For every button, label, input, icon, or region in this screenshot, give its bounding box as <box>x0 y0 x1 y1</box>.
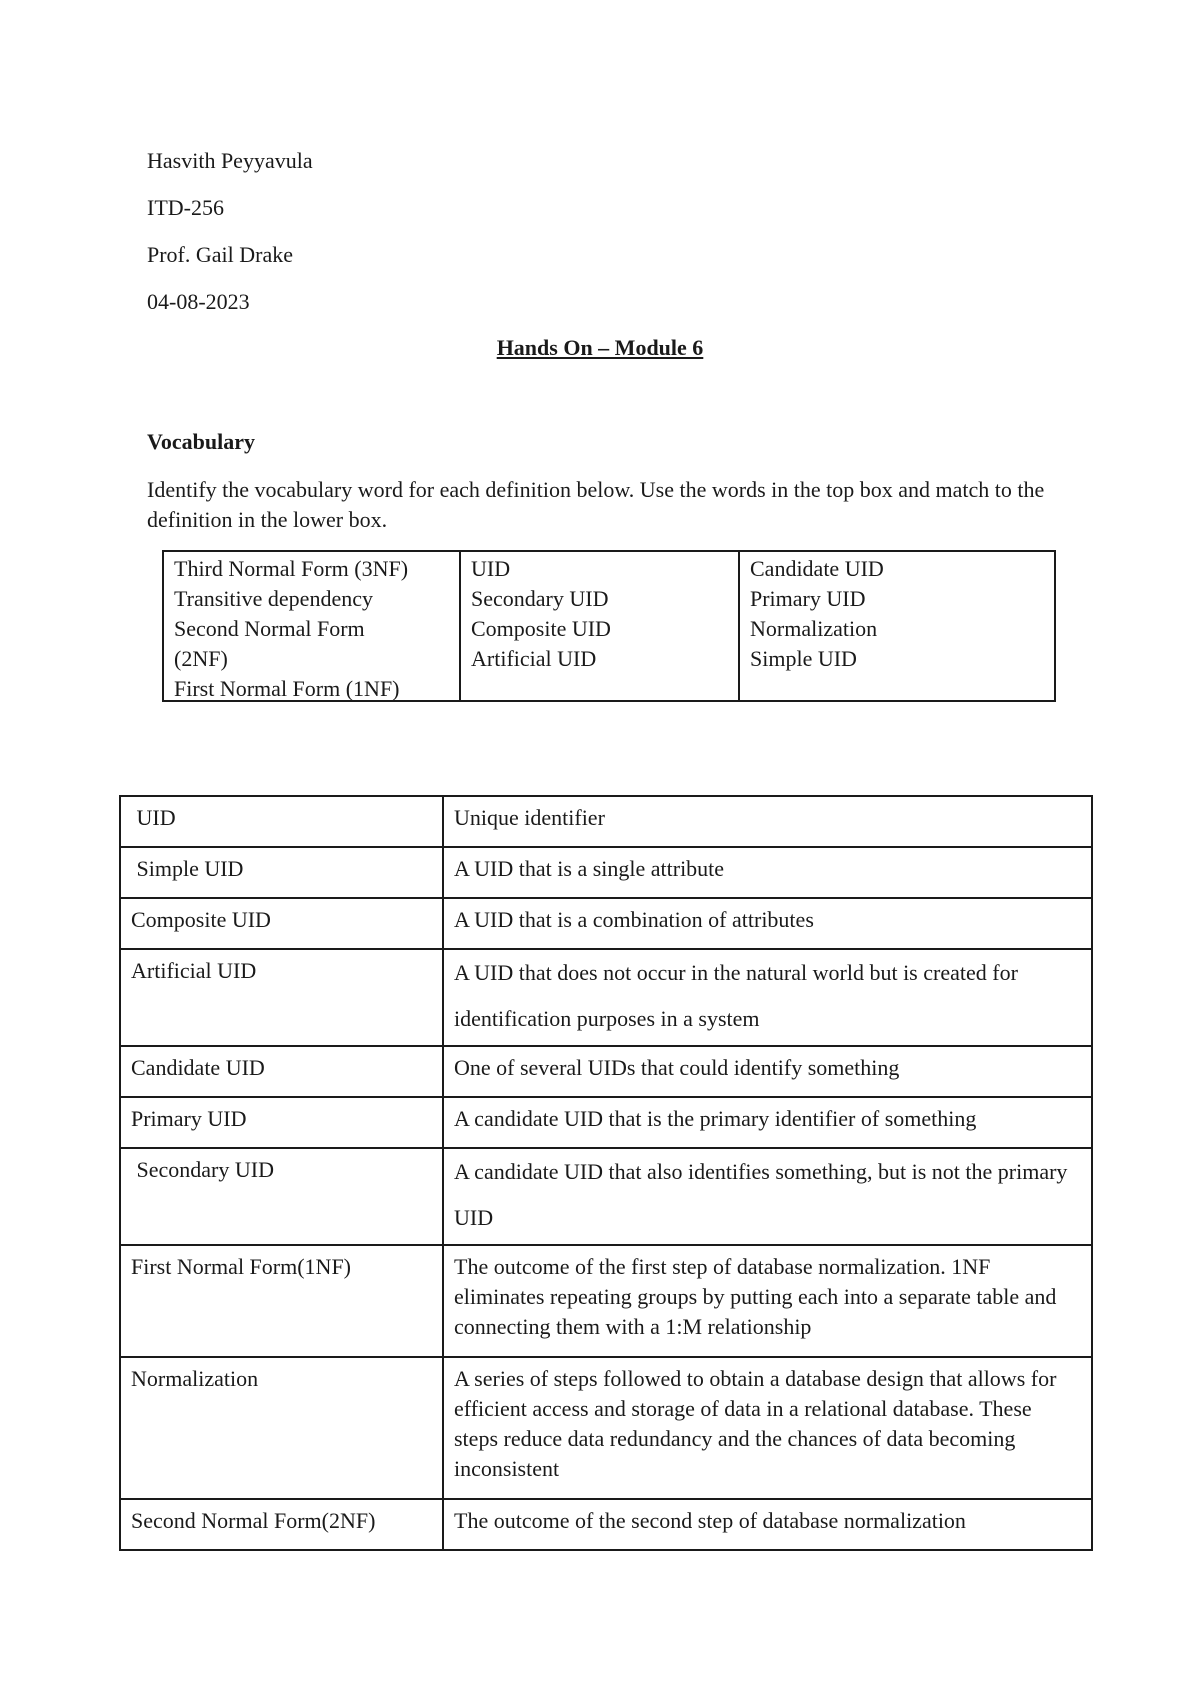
document-title: Hands On – Module 6 <box>496 335 704 360</box>
definitions-table <box>119 795 1093 1551</box>
word-bank-item: Primary UID <box>750 586 866 611</box>
definition-cell: Unique identifier <box>443 796 1092 847</box>
table-row <box>120 796 1092 847</box>
definition-cell: A candidate UID that is the primary identifier of something <box>443 1097 1092 1148</box>
term-cell: Artificial UID <box>120 949 443 1046</box>
table-row <box>120 1499 1092 1550</box>
definition-cell: A series of steps followed to obtain a database design that allows for efficient access and storage of data in a relational database. These steps reduce data redundancy and the chances of data becoming inconsistent <box>443 1357 1092 1499</box>
table-row <box>120 1046 1092 1097</box>
table-row <box>120 1148 1092 1245</box>
term-cell: Simple UID <box>120 847 443 898</box>
word-bank-box <box>162 550 1056 702</box>
term-cell: First Normal Form(1NF) <box>120 1245 443 1357</box>
word-bank-item: UID <box>471 556 511 581</box>
submission-date: 04-08-2023 <box>147 289 250 314</box>
word-bank-item: Artificial UID <box>471 646 597 671</box>
table-row <box>120 949 1092 1046</box>
instructions-text: Identify the vocabulary word for each definition below. Use the words in the top box and match to the definition in the lower box. <box>147 477 1045 532</box>
word-bank-column <box>461 552 740 700</box>
word-bank-item: First Normal Form (1NF) <box>174 676 400 701</box>
section-heading: Vocabulary <box>147 429 255 454</box>
definition-cell: A UID that is a combination of attributes <box>443 898 1092 949</box>
table-row <box>120 1245 1092 1357</box>
word-bank-item: Normalization <box>750 616 878 641</box>
table-row <box>120 898 1092 949</box>
table-row <box>120 1097 1092 1148</box>
definition-cell: One of several UIDs that could identify something <box>443 1046 1092 1097</box>
word-bank-item: Second Normal Form <box>174 616 365 641</box>
word-bank-item: Candidate UID <box>750 556 884 581</box>
term-cell: Second Normal Form(2NF) <box>120 1499 443 1550</box>
term-cell: Candidate UID <box>120 1046 443 1097</box>
word-bank-item: Composite UID <box>471 616 611 641</box>
professor-name: Prof. Gail Drake <box>147 242 294 267</box>
word-bank-item: Transitive dependency <box>174 586 373 611</box>
definition-cell: The outcome of the first step of database normalization. 1NF eliminates repeating groups by putting each into a separate table and connecting them with a 1:M relationship <box>443 1245 1092 1357</box>
term-cell: Primary UID <box>120 1097 443 1148</box>
word-bank-column <box>164 552 461 700</box>
definition-cell: A UID that does not occur in the natural world but is created for identification purposes in a system <box>443 949 1092 1046</box>
term-cell: Normalization <box>120 1357 443 1499</box>
word-bank-column <box>740 552 1054 700</box>
definition-cell: The outcome of the second step of database normalization <box>443 1499 1092 1550</box>
word-bank-item: Secondary UID <box>471 586 609 611</box>
table-row <box>120 1357 1092 1499</box>
term-cell: UID <box>120 796 443 847</box>
term-cell: Secondary UID <box>120 1148 443 1245</box>
course-code: ITD-256 <box>147 195 224 220</box>
word-bank-item: (2NF) <box>174 646 228 671</box>
word-bank-item: Third Normal Form (3NF) <box>174 556 409 581</box>
word-bank-item: Simple UID <box>750 646 857 671</box>
table-row <box>120 847 1092 898</box>
student-name: Hasvith Peyyavula <box>147 148 313 173</box>
definition-cell: A UID that is a single attribute <box>443 847 1092 898</box>
definition-cell: A candidate UID that also identifies something, but is not the primary UID <box>443 1148 1092 1245</box>
term-cell: Composite UID <box>120 898 443 949</box>
